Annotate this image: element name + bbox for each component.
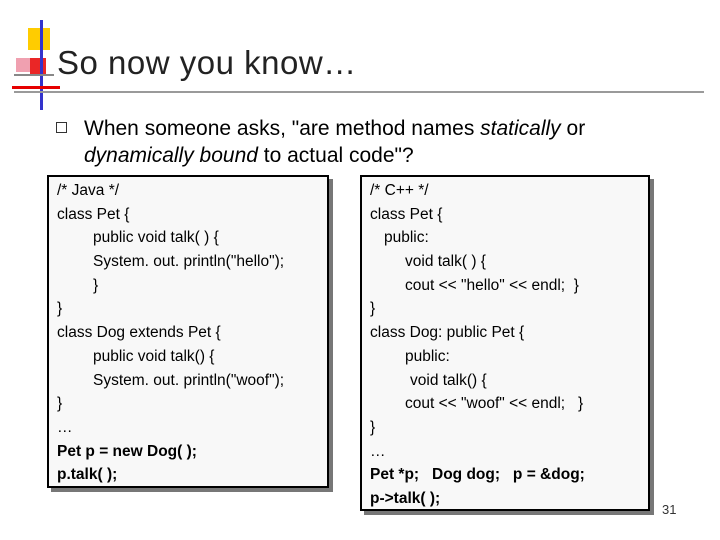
code-line: class Dog: public Pet {: [370, 324, 525, 342]
code-line: cout << "woof" << endl; }: [405, 395, 584, 413]
logo-red-horizontal: [12, 86, 60, 89]
logo-yellow-square: [28, 28, 50, 50]
slide-title: So now you know…: [57, 44, 357, 81]
code-line: System. out. println("hello");: [93, 253, 285, 271]
code-line: void talk() {: [410, 371, 487, 389]
code-line: /* Java */: [57, 182, 120, 199]
code-line: …: [370, 442, 386, 460]
code-line: /* C++ */: [370, 182, 429, 199]
code-line: void talk( ) {: [405, 253, 486, 271]
bullet-text-part: to actual code"?: [257, 144, 414, 167]
code-line: public:: [384, 229, 429, 247]
code-line: Pet p = new Dog( );: [57, 442, 197, 460]
code-line: cout << "hello" << endl; }: [405, 276, 579, 294]
code-line: }: [370, 418, 376, 436]
bullet-text-part: or: [560, 117, 586, 140]
logo-gray-line: [14, 74, 54, 76]
logo-pink-square: [16, 58, 30, 72]
cpp-code-box: [360, 175, 650, 511]
code-line: }: [57, 395, 63, 413]
code-line: }: [370, 300, 376, 318]
hollow-square-bullet-icon: [56, 122, 67, 133]
code-line: public void talk() {: [93, 347, 215, 365]
code-line: class Pet {: [57, 205, 130, 223]
logo-red-square: [30, 58, 46, 74]
code-line: p.talk( );: [57, 466, 118, 484]
code-line: }: [93, 276, 99, 294]
code-line: Pet *p; Dog dog; p = &dog;: [370, 466, 585, 484]
code-line: class Dog extends Pet {: [57, 324, 221, 342]
bullet-text-part: dynamically bound: [84, 144, 258, 167]
bullet-line-2: [84, 142, 684, 169]
code-line: public void talk( ) {: [93, 229, 219, 247]
code-line: …: [57, 418, 73, 436]
bullet-text-part: When someone asks, "are method names: [84, 117, 481, 140]
code-line: System. out. println("woof");: [93, 371, 285, 389]
code-line: class Pet {: [370, 205, 443, 223]
logo-blue-vertical: [40, 20, 43, 110]
code-line: }: [57, 300, 63, 318]
slide-logo: [0, 0, 60, 110]
bullet-line-1: [84, 115, 684, 142]
title-underline: [14, 91, 704, 93]
code-line: public:: [405, 347, 450, 365]
code-line: p->talk( );: [370, 489, 441, 507]
java-code-box: [47, 175, 329, 488]
bullet-text: [84, 115, 684, 169]
page-number: 31: [662, 502, 677, 517]
bullet-text-part: statically: [480, 117, 561, 140]
